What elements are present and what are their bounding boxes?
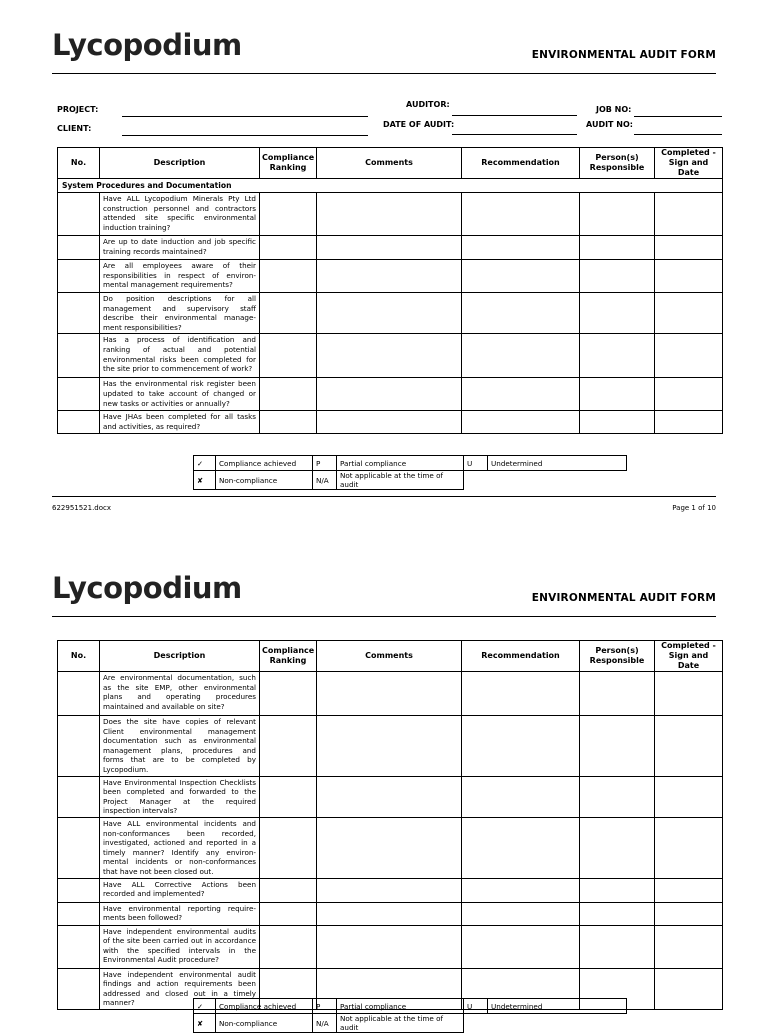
row-no-cell bbox=[58, 378, 100, 411]
row-description: Have environmental reporting require-ments been followed? bbox=[100, 902, 260, 925]
table-row bbox=[58, 411, 723, 434]
legend-partial-compliance: Partial compliance bbox=[337, 999, 464, 1014]
legend-non-compliance: Non-compliance bbox=[216, 471, 313, 490]
recommendation-cell[interactable] bbox=[462, 902, 580, 925]
legend-p-symbol: P bbox=[313, 999, 337, 1014]
header-persons: Person(s) Responsible bbox=[580, 641, 655, 672]
header-persons: Person(s) Responsible bbox=[580, 148, 655, 179]
legend-not-applicable: Not applicable at the time of audit bbox=[337, 1014, 464, 1033]
completed-cell[interactable] bbox=[655, 716, 723, 777]
header-description: Description bbox=[100, 641, 260, 672]
completed-cell[interactable] bbox=[655, 902, 723, 925]
persons-cell[interactable] bbox=[580, 776, 655, 817]
row-no-cell bbox=[58, 716, 100, 777]
compliance-cell[interactable] bbox=[260, 716, 317, 777]
table-row bbox=[58, 776, 723, 817]
table-row bbox=[58, 716, 723, 777]
row-no-cell bbox=[58, 260, 100, 293]
legend-table-page-2 bbox=[193, 998, 627, 1033]
client-field[interactable] bbox=[122, 135, 368, 136]
cross-icon: ✘ bbox=[194, 471, 216, 490]
comments-cell[interactable] bbox=[317, 193, 462, 236]
header-compliance: Compliance Ranking bbox=[260, 148, 317, 179]
recommendation-cell[interactable] bbox=[462, 378, 580, 411]
completed-cell[interactable] bbox=[655, 334, 723, 378]
persons-cell[interactable] bbox=[580, 925, 655, 968]
date-of-audit-label: DATE OF AUDIT: bbox=[383, 120, 455, 129]
compliance-cell[interactable] bbox=[260, 925, 317, 968]
recommendation-cell[interactable] bbox=[462, 878, 580, 902]
comments-cell[interactable] bbox=[317, 925, 462, 968]
row-no-cell bbox=[58, 411, 100, 434]
legend-compliance-achieved: Compliance achieved bbox=[216, 999, 313, 1014]
check-icon: ✓ bbox=[194, 999, 216, 1014]
persons-cell[interactable] bbox=[580, 672, 655, 716]
compliance-cell[interactable] bbox=[260, 411, 317, 434]
compliance-cell[interactable] bbox=[260, 817, 317, 878]
recommendation-cell[interactable] bbox=[462, 260, 580, 293]
compliance-cell[interactable] bbox=[260, 260, 317, 293]
comments-cell[interactable] bbox=[317, 334, 462, 378]
persons-cell[interactable] bbox=[580, 716, 655, 777]
row-description: Have JHAs been completed for all tasks and activities, as required? bbox=[100, 411, 260, 434]
row-no-cell bbox=[58, 968, 100, 1009]
legend-u-symbol: U bbox=[464, 456, 488, 471]
comments-cell[interactable] bbox=[317, 378, 462, 411]
row-no-cell bbox=[58, 878, 100, 902]
completed-cell[interactable] bbox=[655, 925, 723, 968]
row-no-cell bbox=[58, 776, 100, 817]
table-row bbox=[58, 260, 723, 293]
row-description: Have independent environmental audit findings and action requirements been addressed and closed out in a timely manner? bbox=[100, 968, 260, 1009]
row-no-cell bbox=[58, 672, 100, 716]
recommendation-cell[interactable] bbox=[462, 776, 580, 817]
comments-cell[interactable] bbox=[317, 878, 462, 902]
header-compliance: Compliance Ranking bbox=[260, 641, 317, 672]
project-field[interactable] bbox=[122, 116, 368, 117]
legend-compliance-achieved: Compliance achieved bbox=[216, 456, 313, 471]
header-completed: Completed - Sign and Date bbox=[655, 148, 723, 179]
recommendation-cell[interactable] bbox=[462, 925, 580, 968]
compliance-cell[interactable] bbox=[260, 672, 317, 716]
auditor-label: AUDITOR: bbox=[406, 100, 450, 109]
compliance-cell[interactable] bbox=[260, 902, 317, 925]
lycopodium-logo: Lycopodium bbox=[52, 571, 242, 605]
persons-cell[interactable] bbox=[580, 334, 655, 378]
comments-cell[interactable] bbox=[317, 817, 462, 878]
page-2 bbox=[0, 540, 768, 1032]
comments-cell[interactable] bbox=[317, 411, 462, 434]
row-no-cell bbox=[58, 193, 100, 236]
row-description: Have Environmental Inspection Checklists been completed and forwarded to the Project Manager at the required inspection intervals? bbox=[100, 776, 260, 817]
legend-partial-compliance: Partial compliance bbox=[337, 456, 464, 471]
table-row bbox=[58, 293, 723, 334]
row-no-cell bbox=[58, 334, 100, 378]
persons-cell[interactable] bbox=[580, 902, 655, 925]
comments-cell[interactable] bbox=[317, 260, 462, 293]
audit-no-label: AUDIT NO: bbox=[586, 120, 633, 129]
legend-undetermined: Undetermined bbox=[488, 999, 627, 1014]
row-description: Have independent environmental audits of the site been carried out in accordance with the specified intervals in the Environmental Audit procedure? bbox=[100, 925, 260, 968]
footer-filename: 622951521.docx bbox=[52, 504, 112, 512]
header-recommendation: Recommendation bbox=[462, 641, 580, 672]
row-description: Have ALL Corrective Actions been recorded and implemented? bbox=[100, 878, 260, 902]
table-row bbox=[58, 817, 723, 878]
row-no-cell bbox=[58, 817, 100, 878]
row-description: Has the environmental risk register been updated to take account of changed or new tasks or activities or annually? bbox=[100, 378, 260, 411]
table-row bbox=[58, 878, 723, 902]
form-title: ENVIRONMENTAL AUDIT FORM bbox=[531, 592, 716, 604]
table-row bbox=[58, 902, 723, 925]
completed-cell[interactable] bbox=[655, 236, 723, 260]
header-divider bbox=[52, 73, 716, 74]
completed-cell[interactable] bbox=[655, 260, 723, 293]
persons-cell[interactable] bbox=[580, 236, 655, 260]
job-no-field[interactable] bbox=[634, 116, 722, 117]
header-completed: Completed - Sign and Date bbox=[655, 641, 723, 672]
legend-u-symbol: U bbox=[464, 999, 488, 1014]
table-row bbox=[58, 378, 723, 411]
completed-cell[interactable] bbox=[655, 293, 723, 334]
row-no-cell bbox=[58, 925, 100, 968]
completed-cell[interactable] bbox=[655, 672, 723, 716]
completed-cell[interactable] bbox=[655, 378, 723, 411]
completed-cell[interactable] bbox=[655, 776, 723, 817]
recommendation-cell[interactable] bbox=[462, 293, 580, 334]
compliance-cell[interactable] bbox=[260, 293, 317, 334]
persons-cell[interactable] bbox=[580, 193, 655, 236]
legend-non-compliance: Non-compliance bbox=[216, 1014, 313, 1033]
comments-cell[interactable] bbox=[317, 716, 462, 777]
completed-cell[interactable] bbox=[655, 817, 723, 878]
header-comments: Comments bbox=[317, 641, 462, 672]
legend-na-symbol: N/A bbox=[313, 1014, 337, 1033]
persons-cell[interactable] bbox=[580, 817, 655, 878]
row-description: Are all employees aware of their responsibilities in respect of environ-mental management requirements? bbox=[100, 260, 260, 293]
legend-undetermined: Undetermined bbox=[488, 456, 627, 471]
comments-cell[interactable] bbox=[317, 236, 462, 260]
check-icon: ✓ bbox=[194, 456, 216, 471]
legend-p-symbol: P bbox=[313, 456, 337, 471]
footer-divider bbox=[52, 496, 716, 497]
comments-cell[interactable] bbox=[317, 293, 462, 334]
row-description: Are up to date induction and job specific training records maintained? bbox=[100, 236, 260, 260]
recommendation-cell[interactable] bbox=[462, 334, 580, 378]
persons-cell[interactable] bbox=[580, 293, 655, 334]
job-no-label: JOB NO: bbox=[596, 105, 632, 114]
audit-no-field[interactable] bbox=[634, 134, 722, 135]
audit-table-page-2 bbox=[57, 640, 723, 1010]
recommendation-cell[interactable] bbox=[462, 236, 580, 260]
header-comments: Comments bbox=[317, 148, 462, 179]
header-no: No. bbox=[58, 641, 100, 672]
recommendation-cell[interactable] bbox=[462, 411, 580, 434]
table-row bbox=[58, 193, 723, 236]
client-label: CLIENT: bbox=[57, 124, 92, 133]
comments-cell[interactable] bbox=[317, 672, 462, 716]
row-description: Does the site have copies of relevant Client environmental management documentation such as environmental management plans, procedures and forms that are to be completed by Lycopodium. bbox=[100, 716, 260, 777]
table-row bbox=[58, 236, 723, 260]
completed-cell[interactable] bbox=[655, 193, 723, 236]
row-description: Do position descriptions for all management and supervisory staff describe their environmental manage-ment responsibilities? bbox=[100, 293, 260, 334]
auditor-field[interactable] bbox=[452, 115, 577, 116]
legend-na-symbol: N/A bbox=[313, 471, 337, 490]
compliance-cell[interactable] bbox=[260, 378, 317, 411]
comments-cell[interactable] bbox=[317, 776, 462, 817]
row-description: Have ALL environmental incidents and non-conformances been recorded, investigated, actioned and reported in a timely manner? Identify any environ-mental incidents or non-conformances that have not been closed out. bbox=[100, 817, 260, 878]
row-no-cell bbox=[58, 293, 100, 334]
footer-page-number: Page 1 of 10 bbox=[672, 504, 716, 512]
persons-cell[interactable] bbox=[580, 878, 655, 902]
persons-cell[interactable] bbox=[580, 411, 655, 434]
recommendation-cell[interactable] bbox=[462, 193, 580, 236]
recommendation-cell[interactable] bbox=[462, 672, 580, 716]
lycopodium-logo: Lycopodium bbox=[52, 28, 242, 62]
completed-cell[interactable] bbox=[655, 968, 723, 1009]
compliance-cell[interactable] bbox=[260, 776, 317, 817]
table-row bbox=[58, 334, 723, 378]
persons-cell[interactable] bbox=[580, 378, 655, 411]
compliance-cell[interactable] bbox=[260, 236, 317, 260]
header-description: Description bbox=[100, 148, 260, 179]
row-description: Are environmental documentation, such as the site EMP, other environmental plans and operating procedures maintained and available on site? bbox=[100, 672, 260, 716]
legend-table-page-1 bbox=[193, 455, 627, 490]
row-no-cell bbox=[58, 902, 100, 925]
cross-icon: ✘ bbox=[194, 1014, 216, 1033]
table-row bbox=[58, 925, 723, 968]
completed-cell[interactable] bbox=[655, 411, 723, 434]
completed-cell[interactable] bbox=[655, 878, 723, 902]
header-recommendation: Recommendation bbox=[462, 148, 580, 179]
date-of-audit-field[interactable] bbox=[452, 134, 577, 135]
persons-cell[interactable] bbox=[580, 260, 655, 293]
table-row bbox=[58, 672, 723, 716]
audit-table-page-1 bbox=[57, 147, 723, 434]
compliance-cell[interactable] bbox=[260, 193, 317, 236]
header-no: No. bbox=[58, 148, 100, 179]
compliance-cell[interactable] bbox=[260, 334, 317, 378]
form-title: ENVIRONMENTAL AUDIT FORM bbox=[531, 49, 716, 61]
recommendation-cell[interactable] bbox=[462, 817, 580, 878]
project-label: PROJECT: bbox=[57, 105, 99, 114]
comments-cell[interactable] bbox=[317, 902, 462, 925]
row-no-cell bbox=[58, 236, 100, 260]
compliance-cell[interactable] bbox=[260, 878, 317, 902]
legend-not-applicable: Not applicable at the time of audit bbox=[337, 471, 464, 490]
recommendation-cell[interactable] bbox=[462, 716, 580, 777]
header-divider bbox=[52, 616, 716, 617]
row-description: Have ALL Lycopodium Minerals Pty Ltd construction personnel and contractors attended site specific environmental induction training? bbox=[100, 193, 260, 236]
section-heading: System Procedures and Documentation bbox=[58, 179, 723, 193]
row-description: Has a process of identification and ranking of actual and potential environmental risks been completed for the site prior to commencement of work? bbox=[100, 334, 260, 378]
